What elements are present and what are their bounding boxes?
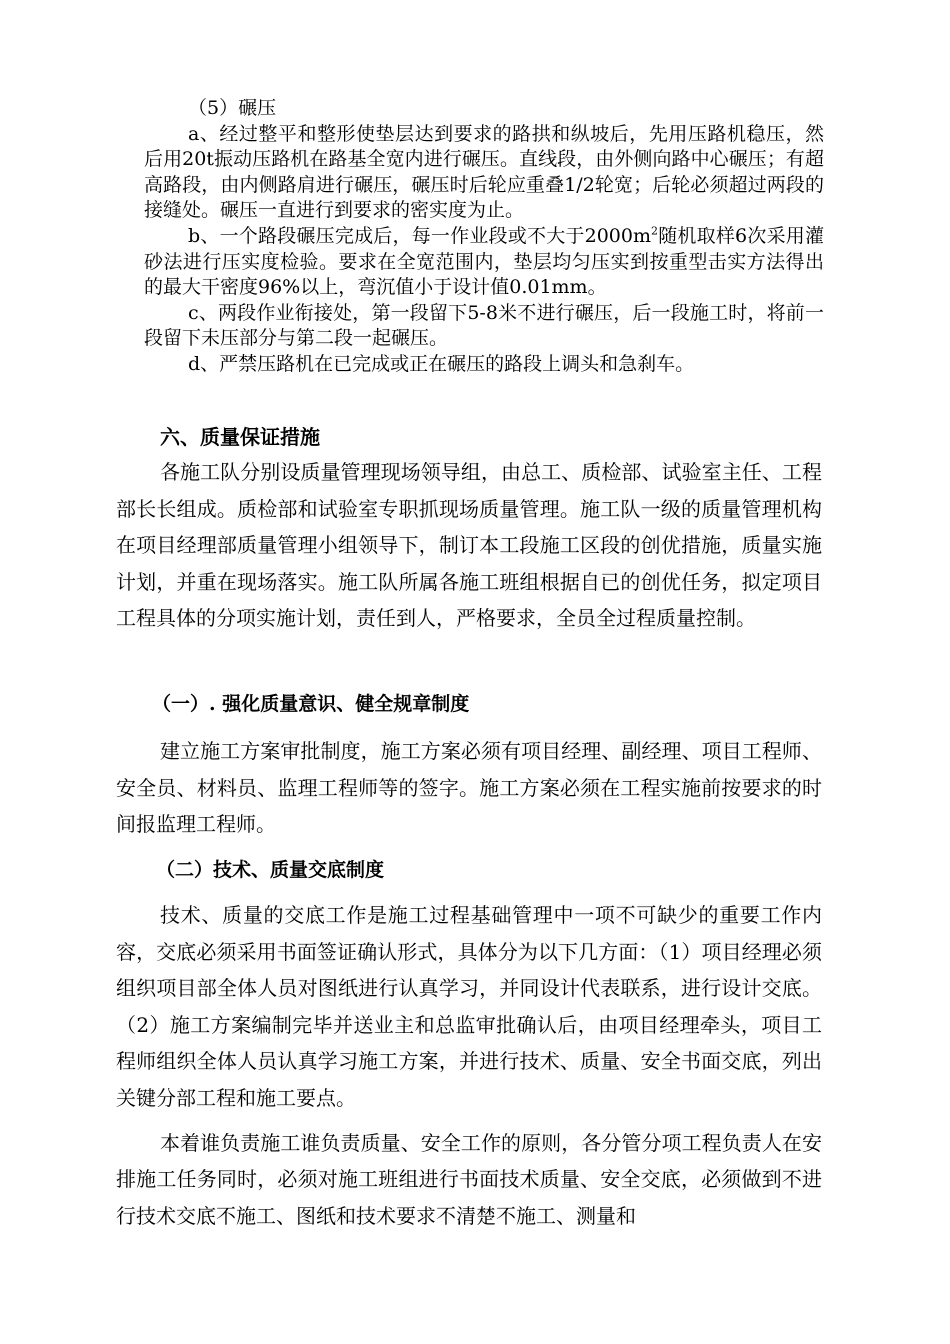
subsection-1-paragraph: 建立施工方案审批制度，施工方案必须有项目经理、副经理、项目工程师、安全员、材料员、监理工程师等的签字。施工方案必须在工程实施前按要求的时间报监理工程师。 [116, 739, 822, 837]
subsection-2-paragraph-2: 本着谁负责施工谁负责质量、安全工作的原则，各分管分项工程负责人在安排施工任务同时，必须对施工班组进行书面技术质量、安全交底，必须做到不进行技术交底不施工、图纸和技术要求不清楚不施工、测量和 [116, 1130, 822, 1228]
compaction-paragraph-d: d、严禁压路机在已完成或正在碾压的路段上调头和急刹车。 [188, 352, 695, 375]
superscript-2: 2 [651, 224, 658, 238]
section-heading-quality-assurance: 六、质量保证措施 [160, 425, 320, 449]
quality-intro-block [116, 454, 822, 637]
compaction-section [144, 96, 824, 378]
subsection-heading-1: （一）. 强化质量意识、健全规章制度 [152, 693, 470, 715]
compaction-heading: （5）碾压 [188, 97, 277, 119]
subsection-1-block [116, 733, 822, 843]
compaction-paragraph-a: a、经过整平和整形使垫层达到要求的路拱和纵坡后，先用压路机稳压，然后用20t振动压路机在路基全宽内进行碾压。直线段，由外侧向路中心碾压；有超高路段，由内侧路肩进行碾压，碾压时后轮应重叠1/2轮宽；后轮必须超过两段的接缝处。碾压一直进行到要求的密实度为止。 [144, 122, 824, 222]
subsection-2-block [116, 897, 822, 1234]
compaction-paragraph-b-text-cont: 随机取样6次采用灌砂法进行压实度检验。要求在全宽范围内，垫层均匀压实到按重型击实方法得出的最大干密度96%以上，弯沉值小于设计值0.01mm。 [144, 224, 824, 299]
compaction-paragraph-b-text: b、一个路段碾压完成后，每一作业段或不大于2000m [188, 224, 651, 247]
subsection-heading-2: （二）技术、质量交底制度 [156, 859, 385, 881]
compaction-paragraph-b [144, 224, 824, 301]
quality-intro-paragraph: 各施工队分别设质量管理现场领导组，由总工、质检部、试验室主任、工程部长长组成。质检部和试验室专职抓现场质量管理。施工队一级的质量管理机构在项目经理部质量管理小组领导下，制订本工段施工区段的创优措施，质量实施计划，并重在现场落实。施工队所属各施工班组根据自已的创优任务，拟定项目工程具体的分项实施计划，责任到人，严格要求，全员全过程质量控制。 [116, 460, 822, 631]
subsection-2-paragraph-1: 技术、质量的交底工作是施工过程基础管理中一项不可缺少的重要工作内容，交底必须采用书面签证确认形式，具体分为以下几方面：（1）项目经理必须组织项目部全体人员对图纸进行认真学习，并同设计代表联系，进行设计交底。（2）施工方案编制完毕并送业主和总监审批确认后，由项目经理牵头，项目工程师组织全体人员认真学习施工方案，并进行技术、质量、安全书面交底，列出关键分部工程和施工要点。 [116, 903, 822, 1110]
compaction-paragraph-c: c、两段作业衔接处，第一段留下5-8米不进行碾压，后一段施工时，将前一段留下未压部分与第二段一起碾压。 [144, 301, 824, 350]
